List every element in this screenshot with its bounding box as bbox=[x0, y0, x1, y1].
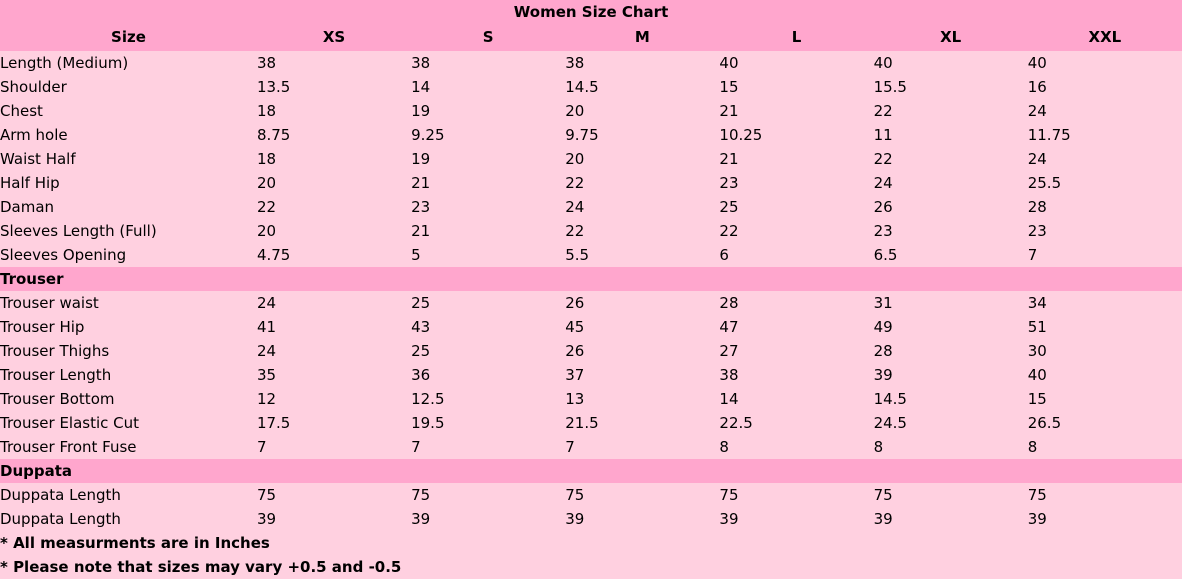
note-measurements: * All measurments are in Inches bbox=[0, 531, 1182, 555]
row-value-m: 22 bbox=[565, 171, 719, 195]
section-spacer bbox=[257, 459, 411, 483]
row-value-xs: 75 bbox=[257, 483, 411, 507]
section-title: Duppata bbox=[0, 459, 257, 483]
row-value-s: 39 bbox=[411, 507, 565, 531]
row-value-xs: 24 bbox=[257, 291, 411, 315]
row-label: Trouser Front Fuse bbox=[0, 435, 257, 459]
row-value-l: 15 bbox=[719, 75, 873, 99]
row-value-xxl: 23 bbox=[1028, 219, 1182, 243]
row-value-xxl: 24 bbox=[1028, 99, 1182, 123]
table-row bbox=[0, 387, 1182, 411]
row-value-s: 19 bbox=[411, 99, 565, 123]
note-row bbox=[0, 531, 1182, 555]
row-value-s: 19.5 bbox=[411, 411, 565, 435]
header-size-s: S bbox=[411, 24, 565, 51]
row-value-s: 38 bbox=[411, 51, 565, 75]
section-header-trouser bbox=[0, 267, 1182, 291]
row-value-xs: 18 bbox=[257, 147, 411, 171]
row-value-m: 14.5 bbox=[565, 75, 719, 99]
row-value-xl: 22 bbox=[874, 147, 1028, 171]
section-header-duppata bbox=[0, 459, 1182, 483]
row-value-xxl: 40 bbox=[1028, 51, 1182, 75]
row-value-m: 7 bbox=[565, 435, 719, 459]
table-row bbox=[0, 219, 1182, 243]
row-value-xxl: 34 bbox=[1028, 291, 1182, 315]
section-spacer bbox=[411, 267, 565, 291]
table-row bbox=[0, 171, 1182, 195]
row-value-l: 22 bbox=[719, 219, 873, 243]
header-size-xxl: XXL bbox=[1028, 24, 1182, 51]
row-value-xl: 15.5 bbox=[874, 75, 1028, 99]
row-value-xl: 22 bbox=[874, 99, 1028, 123]
row-value-xs: 20 bbox=[257, 219, 411, 243]
row-value-xs: 18 bbox=[257, 99, 411, 123]
row-value-xl: 40 bbox=[874, 51, 1028, 75]
row-value-l: 38 bbox=[719, 363, 873, 387]
row-value-xs: 38 bbox=[257, 51, 411, 75]
row-value-l: 6 bbox=[719, 243, 873, 267]
row-value-m: 5.5 bbox=[565, 243, 719, 267]
row-value-xxl: 11.75 bbox=[1028, 123, 1182, 147]
table-row bbox=[0, 435, 1182, 459]
row-value-xl: 75 bbox=[874, 483, 1028, 507]
row-value-s: 25 bbox=[411, 339, 565, 363]
row-value-xl: 23 bbox=[874, 219, 1028, 243]
table-row bbox=[0, 411, 1182, 435]
row-value-xxl: 40 bbox=[1028, 363, 1182, 387]
row-value-s: 25 bbox=[411, 291, 565, 315]
row-value-l: 75 bbox=[719, 483, 873, 507]
row-value-xl: 26 bbox=[874, 195, 1028, 219]
row-value-m: 39 bbox=[565, 507, 719, 531]
table-row bbox=[0, 195, 1182, 219]
row-value-xxl: 75 bbox=[1028, 483, 1182, 507]
row-label: Trouser Elastic Cut bbox=[0, 411, 257, 435]
row-value-l: 8 bbox=[719, 435, 873, 459]
row-value-l: 21 bbox=[719, 99, 873, 123]
row-value-m: 45 bbox=[565, 315, 719, 339]
row-value-xl: 8 bbox=[874, 435, 1028, 459]
note-tolerance: * Please note that sizes may vary +0.5 and -0.5 bbox=[0, 555, 1182, 579]
section-spacer bbox=[719, 267, 873, 291]
row-value-xs: 24 bbox=[257, 339, 411, 363]
table-row bbox=[0, 339, 1182, 363]
row-value-xs: 22 bbox=[257, 195, 411, 219]
row-value-xxl: 24 bbox=[1028, 147, 1182, 171]
row-value-s: 19 bbox=[411, 147, 565, 171]
row-label: Trouser Bottom bbox=[0, 387, 257, 411]
row-value-s: 21 bbox=[411, 219, 565, 243]
table-row bbox=[0, 507, 1182, 531]
row-value-m: 24 bbox=[565, 195, 719, 219]
row-value-xs: 7 bbox=[257, 435, 411, 459]
row-value-xl: 24.5 bbox=[874, 411, 1028, 435]
row-value-s: 75 bbox=[411, 483, 565, 507]
row-label: Trouser Thighs bbox=[0, 339, 257, 363]
row-value-m: 75 bbox=[565, 483, 719, 507]
row-value-xl: 24 bbox=[874, 171, 1028, 195]
chart-title-row bbox=[0, 0, 1182, 24]
header-size-l: L bbox=[719, 24, 873, 51]
row-value-xxl: 51 bbox=[1028, 315, 1182, 339]
row-value-l: 22.5 bbox=[719, 411, 873, 435]
section-title: Trouser bbox=[0, 267, 257, 291]
row-value-xl: 39 bbox=[874, 363, 1028, 387]
note-row bbox=[0, 555, 1182, 579]
row-value-l: 25 bbox=[719, 195, 873, 219]
header-size-xl: XL bbox=[874, 24, 1028, 51]
table-row bbox=[0, 123, 1182, 147]
row-value-s: 21 bbox=[411, 171, 565, 195]
section-spacer bbox=[565, 459, 719, 483]
row-value-s: 43 bbox=[411, 315, 565, 339]
table-row bbox=[0, 99, 1182, 123]
row-value-l: 27 bbox=[719, 339, 873, 363]
row-value-s: 5 bbox=[411, 243, 565, 267]
row-value-xxl: 7 bbox=[1028, 243, 1182, 267]
row-value-xs: 13.5 bbox=[257, 75, 411, 99]
row-label: Sleeves Length (Full) bbox=[0, 219, 257, 243]
row-value-l: 14 bbox=[719, 387, 873, 411]
row-label: Trouser Hip bbox=[0, 315, 257, 339]
row-value-m: 13 bbox=[565, 387, 719, 411]
row-value-l: 23 bbox=[719, 171, 873, 195]
row-value-xs: 20 bbox=[257, 171, 411, 195]
row-value-xl: 11 bbox=[874, 123, 1028, 147]
row-value-s: 14 bbox=[411, 75, 565, 99]
section-spacer bbox=[874, 459, 1028, 483]
row-value-l: 28 bbox=[719, 291, 873, 315]
table-row bbox=[0, 51, 1182, 75]
row-value-xs: 39 bbox=[257, 507, 411, 531]
row-value-xs: 12 bbox=[257, 387, 411, 411]
table-row bbox=[0, 483, 1182, 507]
row-value-m: 9.75 bbox=[565, 123, 719, 147]
row-label: Shoulder bbox=[0, 75, 257, 99]
section-spacer bbox=[257, 267, 411, 291]
row-value-m: 21.5 bbox=[565, 411, 719, 435]
row-value-xxl: 15 bbox=[1028, 387, 1182, 411]
row-value-xl: 39 bbox=[874, 507, 1028, 531]
row-value-xxl: 16 bbox=[1028, 75, 1182, 99]
row-value-s: 9.25 bbox=[411, 123, 565, 147]
header-size-m: M bbox=[565, 24, 719, 51]
row-value-xs: 41 bbox=[257, 315, 411, 339]
row-value-xl: 14.5 bbox=[874, 387, 1028, 411]
row-value-xxl: 28 bbox=[1028, 195, 1182, 219]
row-value-xxl: 39 bbox=[1028, 507, 1182, 531]
chart-title: Women Size Chart bbox=[0, 0, 1182, 24]
row-value-m: 20 bbox=[565, 99, 719, 123]
header-label-size: Size bbox=[0, 24, 257, 51]
row-value-l: 21 bbox=[719, 147, 873, 171]
row-value-xl: 28 bbox=[874, 339, 1028, 363]
row-value-m: 26 bbox=[565, 339, 719, 363]
row-label: Duppata Length bbox=[0, 507, 257, 531]
row-label: Chest bbox=[0, 99, 257, 123]
table-row bbox=[0, 315, 1182, 339]
section-spacer bbox=[411, 459, 565, 483]
row-value-xxl: 8 bbox=[1028, 435, 1182, 459]
row-value-xxl: 25.5 bbox=[1028, 171, 1182, 195]
row-value-s: 7 bbox=[411, 435, 565, 459]
row-value-xs: 17.5 bbox=[257, 411, 411, 435]
column-header-row bbox=[0, 24, 1182, 51]
row-value-l: 47 bbox=[719, 315, 873, 339]
row-value-xxl: 26.5 bbox=[1028, 411, 1182, 435]
row-value-s: 12.5 bbox=[411, 387, 565, 411]
table-row bbox=[0, 243, 1182, 267]
row-label: Waist Half bbox=[0, 147, 257, 171]
table-row bbox=[0, 363, 1182, 387]
row-value-m: 26 bbox=[565, 291, 719, 315]
row-value-l: 10.25 bbox=[719, 123, 873, 147]
row-label: Trouser waist bbox=[0, 291, 257, 315]
row-label: Arm hole bbox=[0, 123, 257, 147]
row-label: Trouser Length bbox=[0, 363, 257, 387]
header-size-xs: XS bbox=[257, 24, 411, 51]
row-label: Daman bbox=[0, 195, 257, 219]
section-spacer bbox=[1028, 267, 1182, 291]
row-label: Duppata Length bbox=[0, 483, 257, 507]
row-value-m: 38 bbox=[565, 51, 719, 75]
row-value-l: 40 bbox=[719, 51, 873, 75]
row-value-xs: 35 bbox=[257, 363, 411, 387]
row-label: Length (Medium) bbox=[0, 51, 257, 75]
row-value-m: 20 bbox=[565, 147, 719, 171]
table-row bbox=[0, 291, 1182, 315]
section-spacer bbox=[719, 459, 873, 483]
row-value-m: 22 bbox=[565, 219, 719, 243]
row-value-s: 36 bbox=[411, 363, 565, 387]
table-row bbox=[0, 147, 1182, 171]
row-value-xs: 8.75 bbox=[257, 123, 411, 147]
section-spacer bbox=[1028, 459, 1182, 483]
row-value-xxl: 30 bbox=[1028, 339, 1182, 363]
row-value-xl: 49 bbox=[874, 315, 1028, 339]
section-spacer bbox=[874, 267, 1028, 291]
row-value-xl: 6.5 bbox=[874, 243, 1028, 267]
table-row bbox=[0, 75, 1182, 99]
row-value-l: 39 bbox=[719, 507, 873, 531]
section-spacer bbox=[565, 267, 719, 291]
row-value-xl: 31 bbox=[874, 291, 1028, 315]
row-value-xs: 4.75 bbox=[257, 243, 411, 267]
row-value-m: 37 bbox=[565, 363, 719, 387]
row-label: Sleeves Opening bbox=[0, 243, 257, 267]
row-value-s: 23 bbox=[411, 195, 565, 219]
row-label: Half Hip bbox=[0, 171, 257, 195]
